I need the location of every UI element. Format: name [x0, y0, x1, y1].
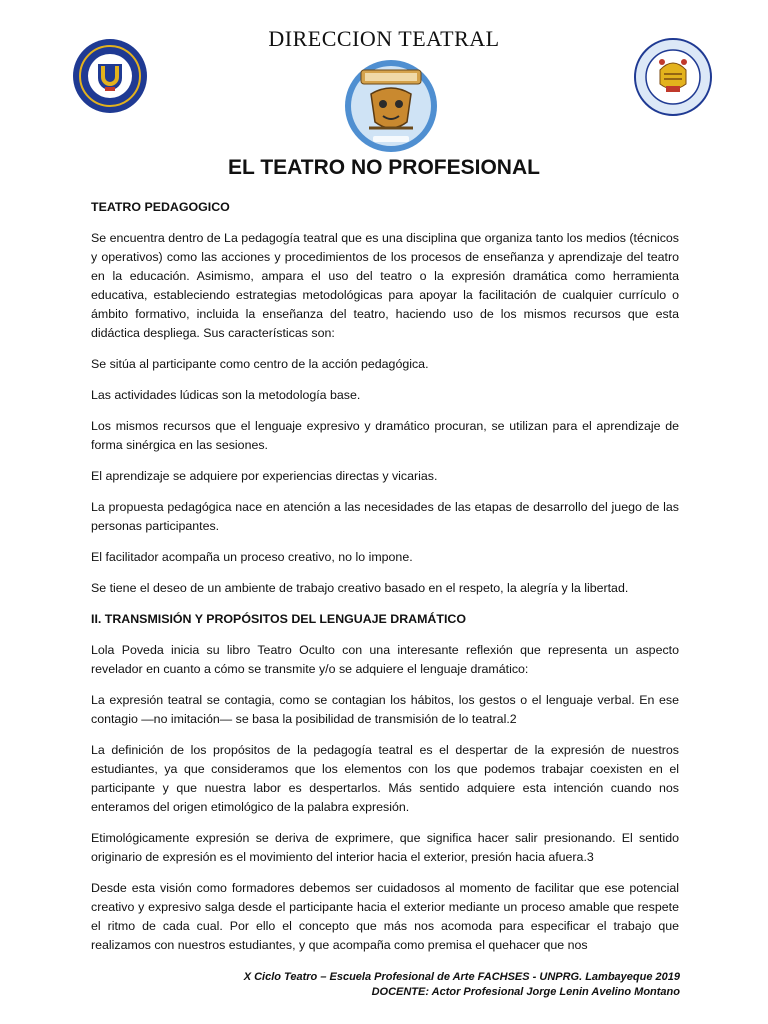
footer-course-line: X Ciclo Teatro – Escuela Profesional de Arte FACHSES - UNPRG. Lambayeque 2019: [243, 971, 680, 983]
paragraph: Se encuentra dentro de La pedagogía teatral que es una disciplina que organiza tanto los medios (técnicos y operativos) como las acciones y procedimientos de los procesos de enseñanza y aprendizaje del teatro en la educación. Asimismo, ampara el uso del teatro o la expresión dramática como herramienta educativa, estableciendo estrategias metodológicas para apoyar la facilitación de cualquier currículo o ámbito formativo, incluida la enseñanza del teatro, haciendo uso de los mismos recursos que esta didáctica despliega. Sus características son:: [91, 231, 679, 340]
footer-teacher-line: DOCENTE: Actor Profesional Jorge Lenin Avelino Montano: [371, 986, 680, 998]
paragraph: Desde esta visión como formadores debemos ser cuidadosos al momento de facilitar que ese potencial creativo y expresivo salga desde el participante hacia el exterior mediante un proceso amable que respete el ritmo de cada cual. Por ello el concepto que más nos acomoda para especificar el trabajo que realizamos con nuestros estudiantes, y que acompaña como premisa el quehacer que nos: [91, 881, 679, 952]
main-title: EL TEATRO NO PROFESIONAL: [228, 156, 540, 179]
section-heading: II. TRANSMISIÓN Y PROPÓSITOS DEL LENGUAJE DRAMÁTICO: [91, 612, 466, 626]
faculty-seal-icon: [634, 38, 712, 116]
paragraph: La definición de los propósitos de la pedagogía teatral es el despertar de la expresión de nuestros estudiantes, ya que consideramos que los elementos con los que podemos trabajar coexisten en el participante y que nuestra labor es despertarlos. Más sentido adquiere esta intención cuando nos enteramos del origen etimológico de la palabra expresión.: [91, 743, 679, 814]
paragraph: Las actividades lúdicas son la metodología base.: [91, 388, 361, 402]
paragraph: Se sitúa al participante como centro de la acción pedagógica.: [91, 357, 429, 371]
paragraph: La propuesta pedagógica nace en atención a las necesidades de las etapas de desarrollo del juego de las personas participantes.: [91, 500, 679, 533]
paragraph: Lola Poveda inicia su libro Teatro Oculto con una interesante reflexión que representa un aspecto revelador en cuanto a cómo se transmite y/o se adquiere el lenguaje dramático:: [91, 643, 679, 676]
paragraph: El facilitador acompaña un proceso creativo, no lo impone.: [91, 550, 413, 564]
theatre-emblem-icon: [343, 58, 439, 154]
paragraph: La expresión teatral se contagia, como se contagian los hábitos, los gestos o el lenguaje verbal. En ese contagio —no imitación— se basa la posibilidad de transmisión de lo teatral.2: [91, 693, 679, 726]
header-title: DIRECCION TEATRAL: [268, 26, 500, 51]
paragraph: Los mismos recursos que el lenguaje expresivo y dramático procuran, se utilizan para el aprendizaje de forma sinérgica en las sesiones.: [91, 419, 679, 452]
section-heading: TEATRO PEDAGOGICO: [91, 200, 230, 214]
paragraph: Etimológicamente expresión se deriva de exprimere, que significa hacer salir presionando. El sentido originario de expresión es el movimiento del interior hacia el exterior, presión hacia afuera.3: [91, 831, 679, 864]
document-body: [91, 198, 679, 967]
paragraph: El aprendizaje se adquiere por experiencias directas y vicarias.: [91, 469, 438, 483]
paragraph: Se tiene el deseo de un ambiente de trabajo creativo basado en el respeto, la alegría y la libertad.: [91, 581, 629, 595]
university-seal-icon: [72, 38, 148, 114]
page-footer: [244, 970, 680, 1000]
